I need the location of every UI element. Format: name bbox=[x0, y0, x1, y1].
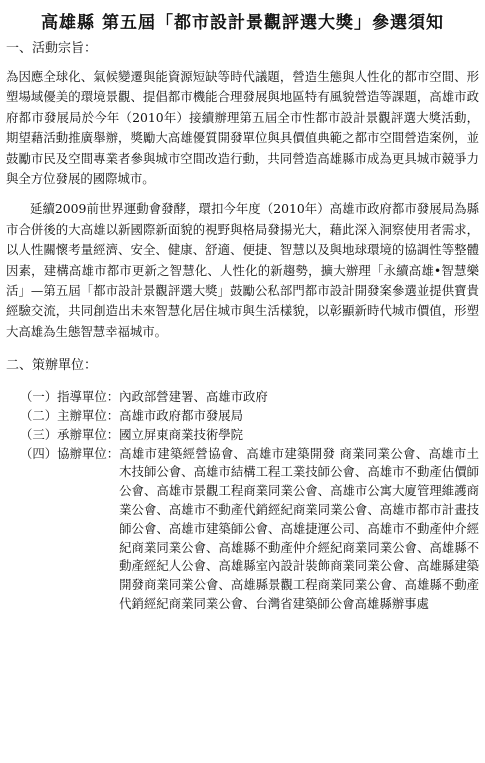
organizer-value: 高雄市政府都市發展局 bbox=[119, 408, 244, 424]
organizer-label: （一）指導單位： bbox=[20, 389, 120, 405]
section-1-heading: 一、活動宗旨： bbox=[6, 41, 98, 56]
organizer-row-co-organizers bbox=[20, 445, 479, 614]
section-2-heading: 二、策辦單位： bbox=[6, 358, 98, 374]
organizer-row-host bbox=[20, 407, 479, 426]
organizer-label: （四）協辦單位： bbox=[20, 445, 120, 461]
organizer-value: 國立屏東商業技術學院 bbox=[119, 426, 244, 442]
section-1-paragraph-1: 為因應全球化、氣候變遷與能資源短缺等時代議題，營造生態與人性化的都市空間、形塑場域優美的環境景觀、提倡都市機能合理發展與地區特有風貌營造等課題，高雄市政府都市發展局於今年（2010年）接續辦理第五屆全市性都市設計景觀評選大獎活動，期望藉活動推廣舉辦，獎勵大高雄優質開發單位與具價值典範之都市空間營造案例，並鼓勵市民及空間專業者參與城市空間改造行動，共同營造高雄縣市成為更具城市競爭力與全方位發展的國際城市。 bbox=[6, 69, 479, 187]
organizer-label: （二）主辦單位： bbox=[20, 408, 120, 424]
document-title: 高雄縣 第五屆「都市設計景觀評選大獎」參選須知 bbox=[41, 13, 444, 33]
organizer-label: （三）承辦單位： bbox=[20, 426, 120, 442]
organizer-row-guidance bbox=[20, 388, 479, 407]
organizer-list bbox=[6, 388, 479, 614]
organizer-value: 內政部營建署、高雄市政府 bbox=[119, 389, 268, 405]
organizer-row-executor bbox=[20, 426, 479, 445]
section-1-paragraph-2: 延續2009前世界運動會發酵，環扣今年度（2010年）高雄市政府都市發展局為縣市合併後的大高雄以新國際新面貌的視野與格局發揚光大，藉此深入洞察使用者需求，以人性關懷考量經濟、安全、健康、舒適、便捷、智慧以及與地球環境的協調性等整體因素，建構高雄市都市更新之智慧化、人性化的新趨勢，擴大辦理「永續高雄•智慧樂活」—第五屆「都市設計景觀評選大獎」鼓勵公私部門都市設計開發案參選並提供寶貴經驗交流，共同創造出未來智慧化居住城市與生活樣貌，以彰顯新時代城市價值，形塑大高雄為生態智慧幸福城市。 bbox=[6, 201, 479, 339]
organizer-value: 高雄市建築經營協會、高雄市建築開發 商業同業公會、高雄市土木技師公會、高雄市結構工程工業技師公會、高雄市不動產估價師公會、高雄市景觀工程商業同業公會、高雄市公寓大廈管理維護商業公會、高雄市不動產代銷經紀商業同業公會、高雄市都市計畫技師公會、高雄市建築師公會、高雄捷運公司、高雄市不動產仲介經紀商業同業公會、高雄縣不動產仲介經紀商業同業公會、高雄縣不動產經紀人公會、高雄縣室內設計裝飾商業同業公會、高雄縣建築開發商業同業公會、高雄縣景觀工程商業同業公會、高雄縣不動產代銷經紀商業同業公會、台灣省建築師公會高雄縣辦事處 bbox=[119, 445, 479, 612]
